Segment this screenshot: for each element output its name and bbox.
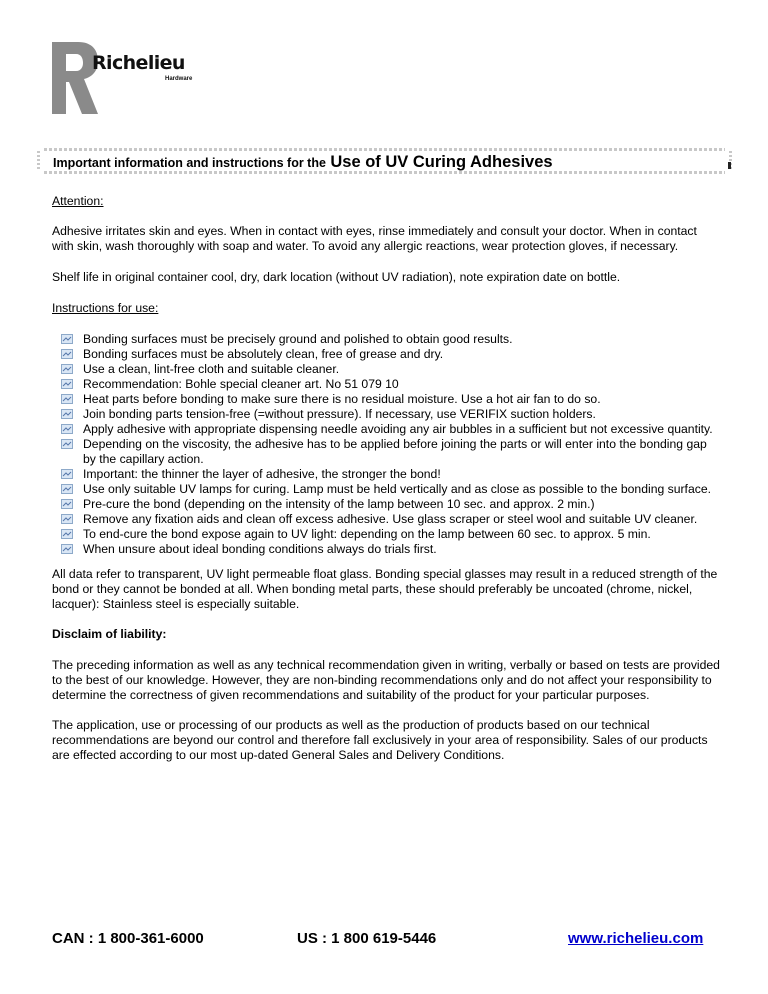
document-body: [52, 194, 720, 763]
bullet-icon: [61, 439, 73, 449]
bullet-icon: [61, 349, 73, 359]
instruction-text: Remove any fixation aids and clean off excess adhesive. Use glass scraper or steel wool and suitable UV cleaner.: [83, 512, 698, 526]
bullet-icon: [61, 334, 73, 344]
footer-website-link[interactable]: www.richelieu.com: [568, 930, 704, 947]
title-corner-mark: [728, 162, 731, 169]
instruction-item: [83, 497, 720, 512]
instruction-item: [83, 422, 720, 437]
instruction-text: Use a clean, lint-free cloth and suitable cleaner.: [83, 362, 340, 376]
instruction-text: Recommendation: Bohle special cleaner art. No 51 079 10: [83, 377, 399, 391]
instruction-item: [83, 467, 720, 482]
attention-heading: Attention:: [52, 194, 104, 208]
instruction-text: Heat parts before bonding to make sure there is no residual moisture. Use a hot air fan to do so.: [83, 392, 601, 406]
bullet-icon: [61, 424, 73, 434]
instructions-list: [52, 332, 720, 557]
disclaimer-paragraph-2: The application, use or processing of our products as well as the production of products based on our technical recommendations are beyond our control and therefore fall exclusively in your area of responsibility. Sales of our products are effected according to our most up-dated General Sales and Delivery Conditions.: [52, 718, 708, 762]
instruction-item: [83, 332, 720, 347]
instruction-text: Depending on the viscosity, the adhesive has to be applied before joining the parts or will enter into the bonding gap by the capillary action.: [83, 437, 707, 466]
page-title: [53, 153, 553, 172]
bullet-icon: [61, 364, 73, 374]
instruction-item: [83, 527, 720, 542]
title-border-top: [44, 148, 725, 151]
instruction-text: Apply adhesive with appropriate dispensing needle avoiding any air bubbles in a sufficient but not excessive quantity.: [83, 422, 713, 436]
title-border-left: [37, 151, 40, 171]
logo-brand: Richelieu: [92, 52, 185, 74]
instruction-text: Use only suitable UV lamps for curing. Lamp must be held vertically and as close as possible to the bonding surface.: [83, 482, 711, 496]
bullet-icon: [61, 394, 73, 404]
instruction-item: [83, 542, 720, 557]
bullet-icon: [61, 499, 73, 509]
instruction-text: Pre-cure the bond (depending on the intensity of the lamp between 10 sec. and approx. 2 min.): [83, 497, 595, 511]
instruction-text: Bonding surfaces must be precisely ground and polished to obtain good results.: [83, 332, 513, 346]
instruction-item: [83, 407, 720, 422]
instruction-text: Join bonding parts tension-free (=without pressure). If necessary, use VERIFIX suction holders.: [83, 407, 596, 421]
instruction-text: Important: the thinner the layer of adhesive, the stronger the bond!: [83, 467, 441, 481]
title-bar: [44, 148, 725, 174]
bullet-icon: [61, 544, 73, 554]
instruction-text: When unsure about ideal bonding conditions always do trials first.: [83, 542, 437, 556]
instruction-item: [83, 482, 720, 497]
bullet-icon: [61, 514, 73, 524]
disclaimer-heading: Disclaim of liability:: [52, 627, 167, 641]
disclaimer-paragraph-1: The preceding information as well as any technical recommendation given in writing, verbally or based on tests are provided to the best of our knowledge. However, they are non-binding recommendations only and do not affect your responsibility to determine the correctness of given recommendations and suitability of the product for your particular purposes.: [52, 658, 720, 702]
instruction-item: [83, 377, 720, 392]
attention-paragraph-2: Shelf life in original container cool, dry, dark location (without UV radiation), note expiration date on bottle.: [52, 270, 621, 284]
footer-can-phone: CAN : 1 800-361-6000: [52, 930, 204, 947]
attention-paragraph-1: Adhesive irritates skin and eyes. When in contact with eyes, rinse immediately and consult your doctor. When in contact with skin, wash thoroughly with soap and water. To avoid any allergic reactions, wear protection gloves, if necessary.: [52, 224, 697, 253]
instruction-item: [83, 437, 720, 467]
instructions-note: All data refer to transparent, UV light permeable float glass. Bonding special glasses may result in a reduced strength of the bond or they cannot be bonded at all. When bonding metal parts, these should preferably be uncoated (chrome, nickel, lacquer): Stainless steel is especially suitable.: [52, 567, 718, 611]
instructions-heading: Instructions for use:: [52, 301, 159, 315]
bullet-icon: [61, 529, 73, 539]
instruction-text: To end-cure the bond expose again to UV light: depending on the lamp between 60 sec. to approx. 5 min.: [83, 527, 651, 541]
page-title-lead: Important information and instructions for the: [53, 156, 326, 170]
page-title-main: Use of UV Curing Adhesives: [330, 153, 553, 171]
bullet-icon: [61, 469, 73, 479]
instruction-text: Bonding surfaces must be absolutely clean, free of grease and dry.: [83, 347, 444, 361]
footer-us-phone: US : 1 800 619-5446: [297, 930, 437, 947]
logo-sub: Hardware: [165, 76, 193, 82]
instruction-item: [83, 362, 720, 377]
instruction-item: [83, 347, 720, 362]
richelieu-logo: [52, 42, 212, 114]
instruction-item: [83, 392, 720, 407]
bullet-icon: [61, 379, 73, 389]
bullet-icon: [61, 484, 73, 494]
instruction-item: [83, 512, 720, 527]
bullet-icon: [61, 409, 73, 419]
